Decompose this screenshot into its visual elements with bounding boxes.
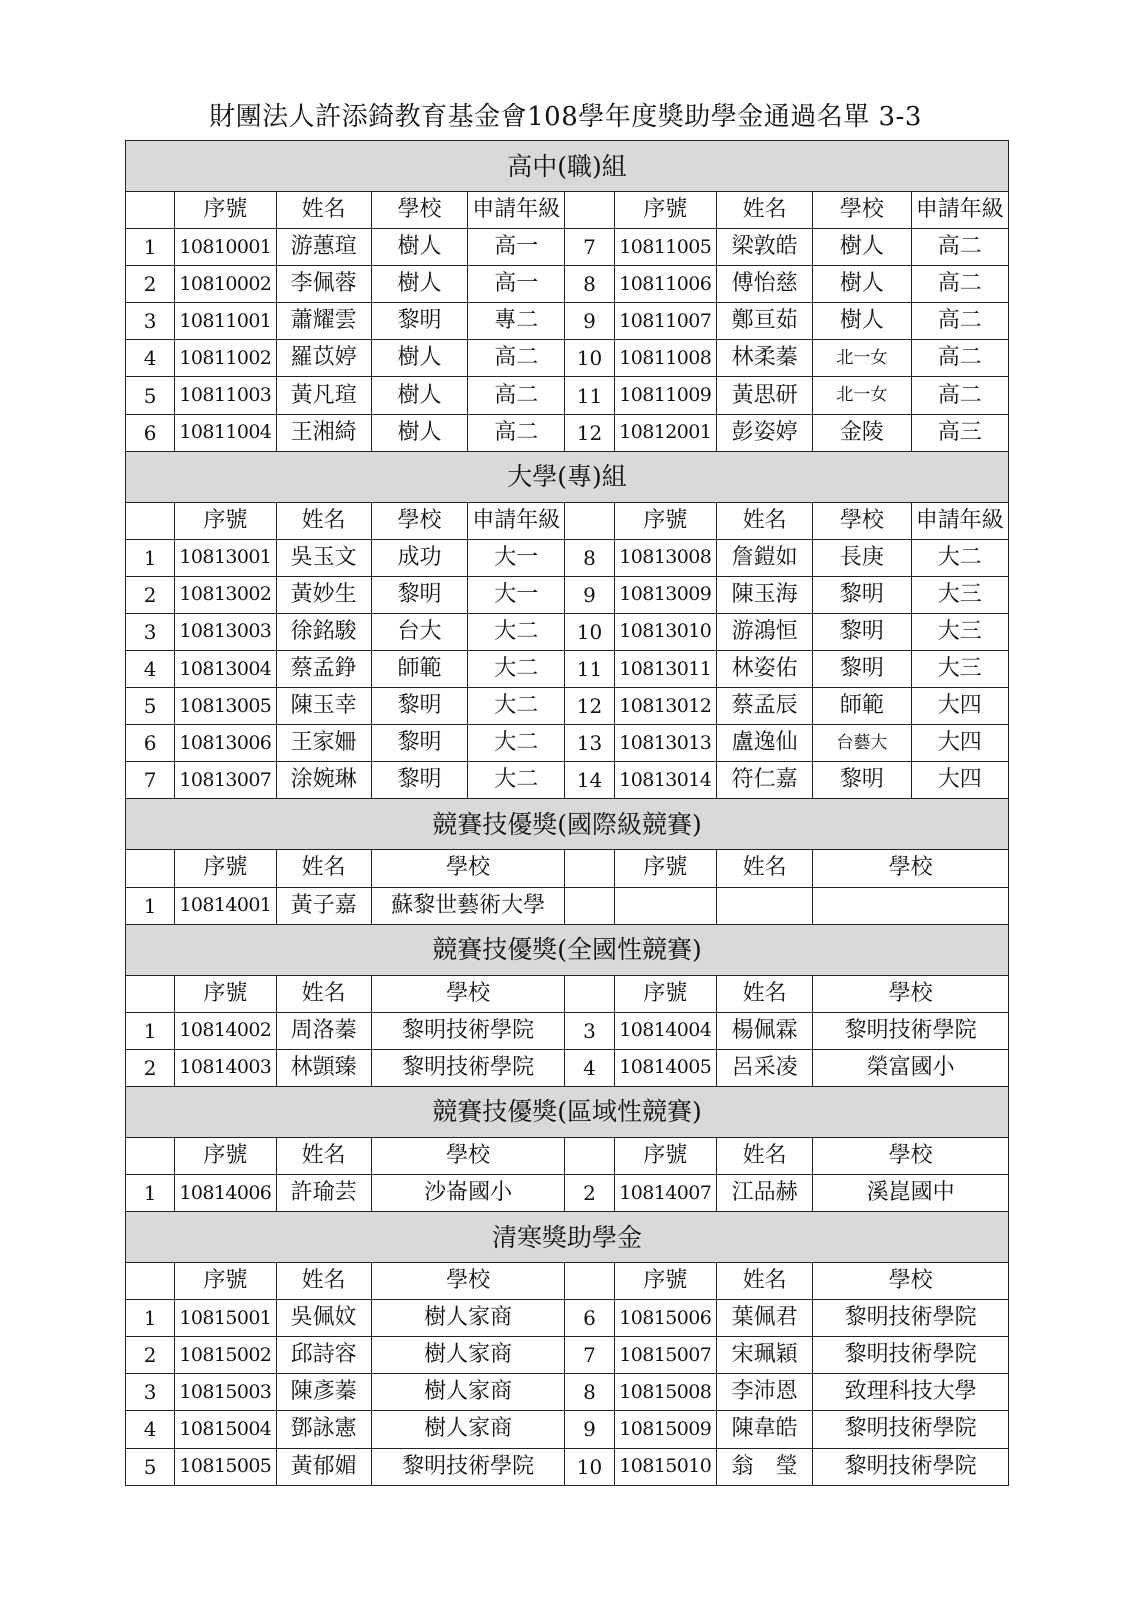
row-index: 2 bbox=[126, 266, 175, 303]
row-index: 11 bbox=[565, 377, 614, 414]
table-row bbox=[126, 1411, 1009, 1448]
school-name: 樹人 bbox=[371, 229, 467, 266]
header-name: 姓名 bbox=[276, 975, 371, 1012]
student-name: 楊佩霖 bbox=[716, 1012, 812, 1049]
column-header-row bbox=[126, 975, 1009, 1012]
student-name: 林顗臻 bbox=[276, 1049, 371, 1086]
student-name: 鄧詠憲 bbox=[276, 1411, 371, 1448]
row-index: 5 bbox=[126, 377, 175, 414]
table-row bbox=[126, 651, 1009, 688]
grade-level: 大一 bbox=[468, 539, 565, 576]
header-blank-cell bbox=[565, 1137, 614, 1174]
school-name: 黎明 bbox=[371, 688, 467, 725]
row-index: 9 bbox=[565, 1411, 614, 1448]
grade-level: 高二 bbox=[468, 377, 565, 414]
school-name: 黎明 bbox=[813, 613, 911, 650]
school-name: 北一女 bbox=[813, 340, 911, 377]
student-name: 宋珮穎 bbox=[716, 1337, 812, 1374]
row-index: 2 bbox=[126, 1337, 175, 1374]
section-title: 競賽技優獎(國際級競賽) bbox=[126, 799, 1009, 850]
header-name: 姓名 bbox=[716, 850, 812, 887]
grade-level: 高一 bbox=[468, 229, 565, 266]
serial-number: 10815007 bbox=[614, 1337, 716, 1374]
grade-level: 大二 bbox=[468, 688, 565, 725]
row-index: 13 bbox=[565, 725, 614, 762]
header-seq: 序號 bbox=[614, 192, 716, 229]
serial-number: 10813012 bbox=[614, 688, 716, 725]
school-name: 致理科技大學 bbox=[813, 1374, 1009, 1411]
school-name: 黎明技術學院 bbox=[371, 1448, 565, 1485]
student-name: 葉佩君 bbox=[716, 1300, 812, 1337]
serial-number: 10811008 bbox=[614, 340, 716, 377]
school-name: 師範 bbox=[813, 688, 911, 725]
school-name: 黎明 bbox=[371, 576, 467, 613]
column-header-row bbox=[126, 1263, 1009, 1300]
serial-number: 10813010 bbox=[614, 613, 716, 650]
header-seq: 序號 bbox=[175, 502, 276, 539]
header-name: 姓名 bbox=[716, 192, 812, 229]
student-name: 陳玉幸 bbox=[276, 688, 371, 725]
table-row bbox=[126, 377, 1009, 414]
header-name: 姓名 bbox=[276, 1137, 371, 1174]
table-row bbox=[126, 1448, 1009, 1485]
section-title: 清寒獎助學金 bbox=[126, 1212, 1009, 1263]
section-title: 競賽技優獎(全國性競賽) bbox=[126, 924, 1009, 975]
student-name: 林柔蓁 bbox=[716, 340, 812, 377]
student-name: 王湘綺 bbox=[276, 414, 371, 451]
row-index: 1 bbox=[126, 1174, 175, 1211]
row-index: 4 bbox=[126, 651, 175, 688]
student-name: 翁 瑩 bbox=[716, 1448, 812, 1485]
row-index: 1 bbox=[126, 887, 175, 924]
row-index: 1 bbox=[126, 1012, 175, 1049]
student-name: 彭姿婷 bbox=[716, 414, 812, 451]
grade-level: 大三 bbox=[911, 651, 1008, 688]
serial-number: 10815009 bbox=[614, 1411, 716, 1448]
header-blank-cell bbox=[126, 502, 175, 539]
grade-level: 高二 bbox=[911, 229, 1008, 266]
row-index: 4 bbox=[126, 1411, 175, 1448]
school-name: 蘇黎世藝術大學 bbox=[371, 887, 565, 924]
header-school: 學校 bbox=[371, 1263, 565, 1300]
row-index: 1 bbox=[126, 229, 175, 266]
student-name: 黃郁媚 bbox=[276, 1448, 371, 1485]
school-name: 黎明 bbox=[813, 762, 911, 799]
header-seq: 序號 bbox=[175, 1137, 276, 1174]
student-name: 黃妙生 bbox=[276, 576, 371, 613]
grade-level: 專二 bbox=[468, 303, 565, 340]
table-row bbox=[126, 1300, 1009, 1337]
row-index: 12 bbox=[565, 414, 614, 451]
header-school: 學校 bbox=[371, 1137, 565, 1174]
table-row bbox=[126, 1174, 1009, 1211]
header-grade: 申請年級 bbox=[911, 192, 1008, 229]
grade-level: 高三 bbox=[911, 414, 1008, 451]
row-index: 8 bbox=[565, 1374, 614, 1411]
header-school: 學校 bbox=[371, 850, 565, 887]
table-row bbox=[126, 1337, 1009, 1374]
grade-level: 大二 bbox=[468, 762, 565, 799]
table-row bbox=[126, 887, 1009, 924]
school-name: 長庚 bbox=[813, 539, 911, 576]
header-seq: 序號 bbox=[614, 975, 716, 1012]
grade-level: 高二 bbox=[911, 340, 1008, 377]
row-index: 10 bbox=[565, 340, 614, 377]
column-header-row bbox=[126, 502, 1009, 539]
row-index: 2 bbox=[565, 1174, 614, 1211]
school-name: 黎明 bbox=[371, 762, 467, 799]
student-name: 江品赫 bbox=[716, 1174, 812, 1211]
table-row bbox=[126, 414, 1009, 451]
row-index: 3 bbox=[565, 1012, 614, 1049]
row-index: 3 bbox=[126, 1374, 175, 1411]
row-index: 3 bbox=[126, 613, 175, 650]
table-row bbox=[126, 303, 1009, 340]
header-blank-cell bbox=[565, 975, 614, 1012]
header-name: 姓名 bbox=[716, 1263, 812, 1300]
serial-number: 10811003 bbox=[175, 377, 276, 414]
section-title-row bbox=[126, 1212, 1009, 1263]
school-name: 樹人 bbox=[813, 266, 911, 303]
student-name: 陳彥蓁 bbox=[276, 1374, 371, 1411]
header-seq: 序號 bbox=[175, 850, 276, 887]
serial-number: 10813013 bbox=[614, 725, 716, 762]
serial-number: 10813006 bbox=[175, 725, 276, 762]
section-title: 高中(職)組 bbox=[126, 141, 1009, 192]
row-index: 10 bbox=[565, 1448, 614, 1485]
row-index: 9 bbox=[565, 576, 614, 613]
table-row bbox=[126, 1374, 1009, 1411]
grade-level: 大二 bbox=[468, 651, 565, 688]
header-name: 姓名 bbox=[276, 502, 371, 539]
table-row bbox=[126, 576, 1009, 613]
header-name: 姓名 bbox=[276, 850, 371, 887]
scholarship-roster-table bbox=[125, 140, 1009, 1486]
header-seq: 序號 bbox=[175, 975, 276, 1012]
school-name: 金陵 bbox=[813, 414, 911, 451]
school-name: 成功 bbox=[371, 539, 467, 576]
student-name: 邱詩容 bbox=[276, 1337, 371, 1374]
student-name: 許瑜芸 bbox=[276, 1174, 371, 1211]
header-name: 姓名 bbox=[716, 975, 812, 1012]
school-name: 樹人 bbox=[813, 229, 911, 266]
student-name: 李沛恩 bbox=[716, 1374, 812, 1411]
student-name: 林姿佑 bbox=[716, 651, 812, 688]
header-school: 學校 bbox=[371, 192, 467, 229]
page-title: 財團法人許添錡教育基金會108學年度獎助學金通過名單 3-3 bbox=[209, 102, 922, 132]
row-index: 10 bbox=[565, 613, 614, 650]
serial-number: 10815002 bbox=[175, 1337, 276, 1374]
student-name: 盧逸仙 bbox=[716, 725, 812, 762]
row-index: 8 bbox=[565, 266, 614, 303]
header-school: 學校 bbox=[813, 850, 1009, 887]
header-grade: 申請年級 bbox=[468, 192, 565, 229]
header-seq: 序號 bbox=[175, 192, 276, 229]
school-name: 樹人 bbox=[371, 266, 467, 303]
header-blank-cell bbox=[565, 192, 614, 229]
student-name: 游鴻恒 bbox=[716, 613, 812, 650]
serial-number: 10815005 bbox=[175, 1448, 276, 1485]
student-name: 游蕙瑄 bbox=[276, 229, 371, 266]
row-index: 4 bbox=[565, 1049, 614, 1086]
table-row bbox=[126, 762, 1009, 799]
row-index: 1 bbox=[126, 539, 175, 576]
school-name: 溪崑國中 bbox=[813, 1174, 1009, 1211]
grade-level: 大四 bbox=[911, 762, 1008, 799]
serial-number: 10814005 bbox=[614, 1049, 716, 1086]
school-name: 黎明 bbox=[371, 303, 467, 340]
section-title-row bbox=[126, 451, 1009, 502]
row-index bbox=[565, 887, 614, 924]
school-name: 黎明技術學院 bbox=[813, 1337, 1009, 1374]
student-name: 陳玉海 bbox=[716, 576, 812, 613]
serial-number: 10811009 bbox=[614, 377, 716, 414]
header-school: 學校 bbox=[813, 1263, 1009, 1300]
header-grade: 申請年級 bbox=[468, 502, 565, 539]
grade-level: 大四 bbox=[911, 725, 1008, 762]
school-name: 樹人家商 bbox=[371, 1337, 565, 1374]
row-index: 14 bbox=[565, 762, 614, 799]
grade-level: 大三 bbox=[911, 613, 1008, 650]
student-name: 黃凡瑄 bbox=[276, 377, 371, 414]
serial-number: 10813008 bbox=[614, 539, 716, 576]
student-name: 陳韋皓 bbox=[716, 1411, 812, 1448]
grade-level: 高二 bbox=[911, 377, 1008, 414]
school-name: 台藝大 bbox=[813, 725, 911, 762]
serial-number: 10814007 bbox=[614, 1174, 716, 1211]
serial-number: 10814002 bbox=[175, 1012, 276, 1049]
header-seq: 序號 bbox=[614, 850, 716, 887]
school-name: 黎明技術學院 bbox=[813, 1300, 1009, 1337]
serial-number: 10813002 bbox=[175, 576, 276, 613]
row-index: 1 bbox=[126, 1300, 175, 1337]
section-title-row bbox=[126, 924, 1009, 975]
header-blank-cell bbox=[126, 1263, 175, 1300]
school-name: 樹人 bbox=[813, 303, 911, 340]
table-row bbox=[126, 613, 1009, 650]
header-blank-cell bbox=[565, 850, 614, 887]
serial-number: 10813011 bbox=[614, 651, 716, 688]
serial-number: 10815010 bbox=[614, 1448, 716, 1485]
column-header-row bbox=[126, 192, 1009, 229]
serial-number: 10811002 bbox=[175, 340, 276, 377]
row-index: 2 bbox=[126, 576, 175, 613]
header-name: 姓名 bbox=[276, 1263, 371, 1300]
table-row bbox=[126, 1012, 1009, 1049]
grade-level: 大三 bbox=[911, 576, 1008, 613]
serial-number: 10811006 bbox=[614, 266, 716, 303]
school-name: 黎明 bbox=[371, 725, 467, 762]
student-name: 呂采凌 bbox=[716, 1049, 812, 1086]
row-index: 5 bbox=[126, 1448, 175, 1485]
header-blank-cell bbox=[126, 975, 175, 1012]
student-name: 鄭亘茹 bbox=[716, 303, 812, 340]
header-blank-cell bbox=[126, 850, 175, 887]
header-blank-cell bbox=[565, 502, 614, 539]
grade-level: 高二 bbox=[468, 414, 565, 451]
serial-number bbox=[614, 887, 716, 924]
serial-number: 10811004 bbox=[175, 414, 276, 451]
school-name: 黎明 bbox=[813, 651, 911, 688]
row-index: 7 bbox=[565, 229, 614, 266]
section-title-row bbox=[126, 1086, 1009, 1137]
section-title-row bbox=[126, 141, 1009, 192]
serial-number: 10813003 bbox=[175, 613, 276, 650]
row-index: 9 bbox=[565, 303, 614, 340]
header-name: 姓名 bbox=[276, 192, 371, 229]
student-name: 吳佩妏 bbox=[276, 1300, 371, 1337]
table-row bbox=[126, 688, 1009, 725]
school-name: 樹人 bbox=[371, 377, 467, 414]
row-index: 6 bbox=[126, 725, 175, 762]
grade-level: 大二 bbox=[911, 539, 1008, 576]
school-name: 榮富國小 bbox=[813, 1049, 1009, 1086]
table-row bbox=[126, 725, 1009, 762]
row-index: 4 bbox=[126, 340, 175, 377]
student-name: 梁敦皓 bbox=[716, 229, 812, 266]
header-seq: 序號 bbox=[175, 1263, 276, 1300]
school-name: 台大 bbox=[371, 613, 467, 650]
serial-number: 10813001 bbox=[175, 539, 276, 576]
header-school: 學校 bbox=[813, 502, 911, 539]
student-name: 符仁嘉 bbox=[716, 762, 812, 799]
student-name: 黃子嘉 bbox=[276, 887, 371, 924]
header-school: 學校 bbox=[813, 975, 1009, 1012]
section-title: 大學(專)組 bbox=[126, 451, 1009, 502]
section-title-row bbox=[126, 799, 1009, 850]
grade-level: 大二 bbox=[468, 725, 565, 762]
grade-level: 大四 bbox=[911, 688, 1008, 725]
serial-number: 10815001 bbox=[175, 1300, 276, 1337]
school-name bbox=[813, 887, 1009, 924]
header-seq: 序號 bbox=[614, 1137, 716, 1174]
school-name: 樹人家商 bbox=[371, 1411, 565, 1448]
table-row bbox=[126, 1049, 1009, 1086]
student-name: 吳玉文 bbox=[276, 539, 371, 576]
header-blank-cell bbox=[126, 1137, 175, 1174]
serial-number: 10814001 bbox=[175, 887, 276, 924]
row-index: 6 bbox=[565, 1300, 614, 1337]
school-name: 黎明技術學院 bbox=[371, 1049, 565, 1086]
column-header-row bbox=[126, 850, 1009, 887]
school-name: 黎明技術學院 bbox=[813, 1448, 1009, 1485]
school-name: 黎明技術學院 bbox=[813, 1012, 1009, 1049]
header-school: 學校 bbox=[813, 1137, 1009, 1174]
serial-number: 10813009 bbox=[614, 576, 716, 613]
school-name: 樹人 bbox=[371, 340, 467, 377]
table-row bbox=[126, 340, 1009, 377]
table-row bbox=[126, 229, 1009, 266]
row-index: 8 bbox=[565, 539, 614, 576]
serial-number: 10811007 bbox=[614, 303, 716, 340]
student-name: 傅怡慈 bbox=[716, 266, 812, 303]
school-name: 黎明 bbox=[813, 576, 911, 613]
grade-level: 高二 bbox=[911, 303, 1008, 340]
row-index: 7 bbox=[126, 762, 175, 799]
serial-number: 10812001 bbox=[614, 414, 716, 451]
school-name: 黎明技術學院 bbox=[371, 1012, 565, 1049]
serial-number: 10810001 bbox=[175, 229, 276, 266]
serial-number: 10815008 bbox=[614, 1374, 716, 1411]
grade-level: 高二 bbox=[468, 340, 565, 377]
school-name: 黎明技術學院 bbox=[813, 1411, 1009, 1448]
grade-level: 大二 bbox=[468, 613, 565, 650]
header-seq: 序號 bbox=[614, 1263, 716, 1300]
serial-number: 10813007 bbox=[175, 762, 276, 799]
school-name: 沙崙國小 bbox=[371, 1174, 565, 1211]
serial-number: 10814003 bbox=[175, 1049, 276, 1086]
header-blank-cell bbox=[565, 1263, 614, 1300]
row-index: 11 bbox=[565, 651, 614, 688]
school-name: 師範 bbox=[371, 651, 467, 688]
student-name: 黃思研 bbox=[716, 377, 812, 414]
grade-level: 高一 bbox=[468, 266, 565, 303]
row-index: 7 bbox=[565, 1337, 614, 1374]
student-name: 蔡孟錚 bbox=[276, 651, 371, 688]
serial-number: 10813004 bbox=[175, 651, 276, 688]
school-name: 樹人 bbox=[371, 414, 467, 451]
student-name: 涂婉琳 bbox=[276, 762, 371, 799]
school-name: 北一女 bbox=[813, 377, 911, 414]
header-school: 學校 bbox=[371, 502, 467, 539]
serial-number: 10811005 bbox=[614, 229, 716, 266]
header-name: 姓名 bbox=[716, 502, 812, 539]
serial-number: 10815006 bbox=[614, 1300, 716, 1337]
row-index: 6 bbox=[126, 414, 175, 451]
student-name: 羅苡婷 bbox=[276, 340, 371, 377]
table-row bbox=[126, 266, 1009, 303]
header-grade: 申請年級 bbox=[911, 502, 1008, 539]
student-name: 周洛蓁 bbox=[276, 1012, 371, 1049]
section-title: 競賽技優獎(區域性競賽) bbox=[126, 1086, 1009, 1137]
serial-number: 10813014 bbox=[614, 762, 716, 799]
serial-number: 10814004 bbox=[614, 1012, 716, 1049]
school-name: 樹人家商 bbox=[371, 1300, 565, 1337]
serial-number: 10815004 bbox=[175, 1411, 276, 1448]
student-name: 徐銘駿 bbox=[276, 613, 371, 650]
student-name bbox=[716, 887, 812, 924]
row-index: 3 bbox=[126, 303, 175, 340]
row-index: 5 bbox=[126, 688, 175, 725]
column-header-row bbox=[126, 1137, 1009, 1174]
header-blank-cell bbox=[126, 192, 175, 229]
serial-number: 10813005 bbox=[175, 688, 276, 725]
serial-number: 10810002 bbox=[175, 266, 276, 303]
table-row bbox=[126, 539, 1009, 576]
serial-number: 10814006 bbox=[175, 1174, 276, 1211]
school-name: 樹人家商 bbox=[371, 1374, 565, 1411]
row-index: 12 bbox=[565, 688, 614, 725]
student-name: 李佩蓉 bbox=[276, 266, 371, 303]
student-name: 蕭耀雲 bbox=[276, 303, 371, 340]
serial-number: 10811001 bbox=[175, 303, 276, 340]
grade-level: 高二 bbox=[911, 266, 1008, 303]
student-name: 王家姍 bbox=[276, 725, 371, 762]
grade-level: 大一 bbox=[468, 576, 565, 613]
header-name: 姓名 bbox=[716, 1137, 812, 1174]
serial-number: 10815003 bbox=[175, 1374, 276, 1411]
student-name: 蔡孟辰 bbox=[716, 688, 812, 725]
header-school: 學校 bbox=[371, 975, 565, 1012]
header-seq: 序號 bbox=[614, 502, 716, 539]
student-name: 詹鎧如 bbox=[716, 539, 812, 576]
row-index: 2 bbox=[126, 1049, 175, 1086]
header-school: 學校 bbox=[813, 192, 911, 229]
